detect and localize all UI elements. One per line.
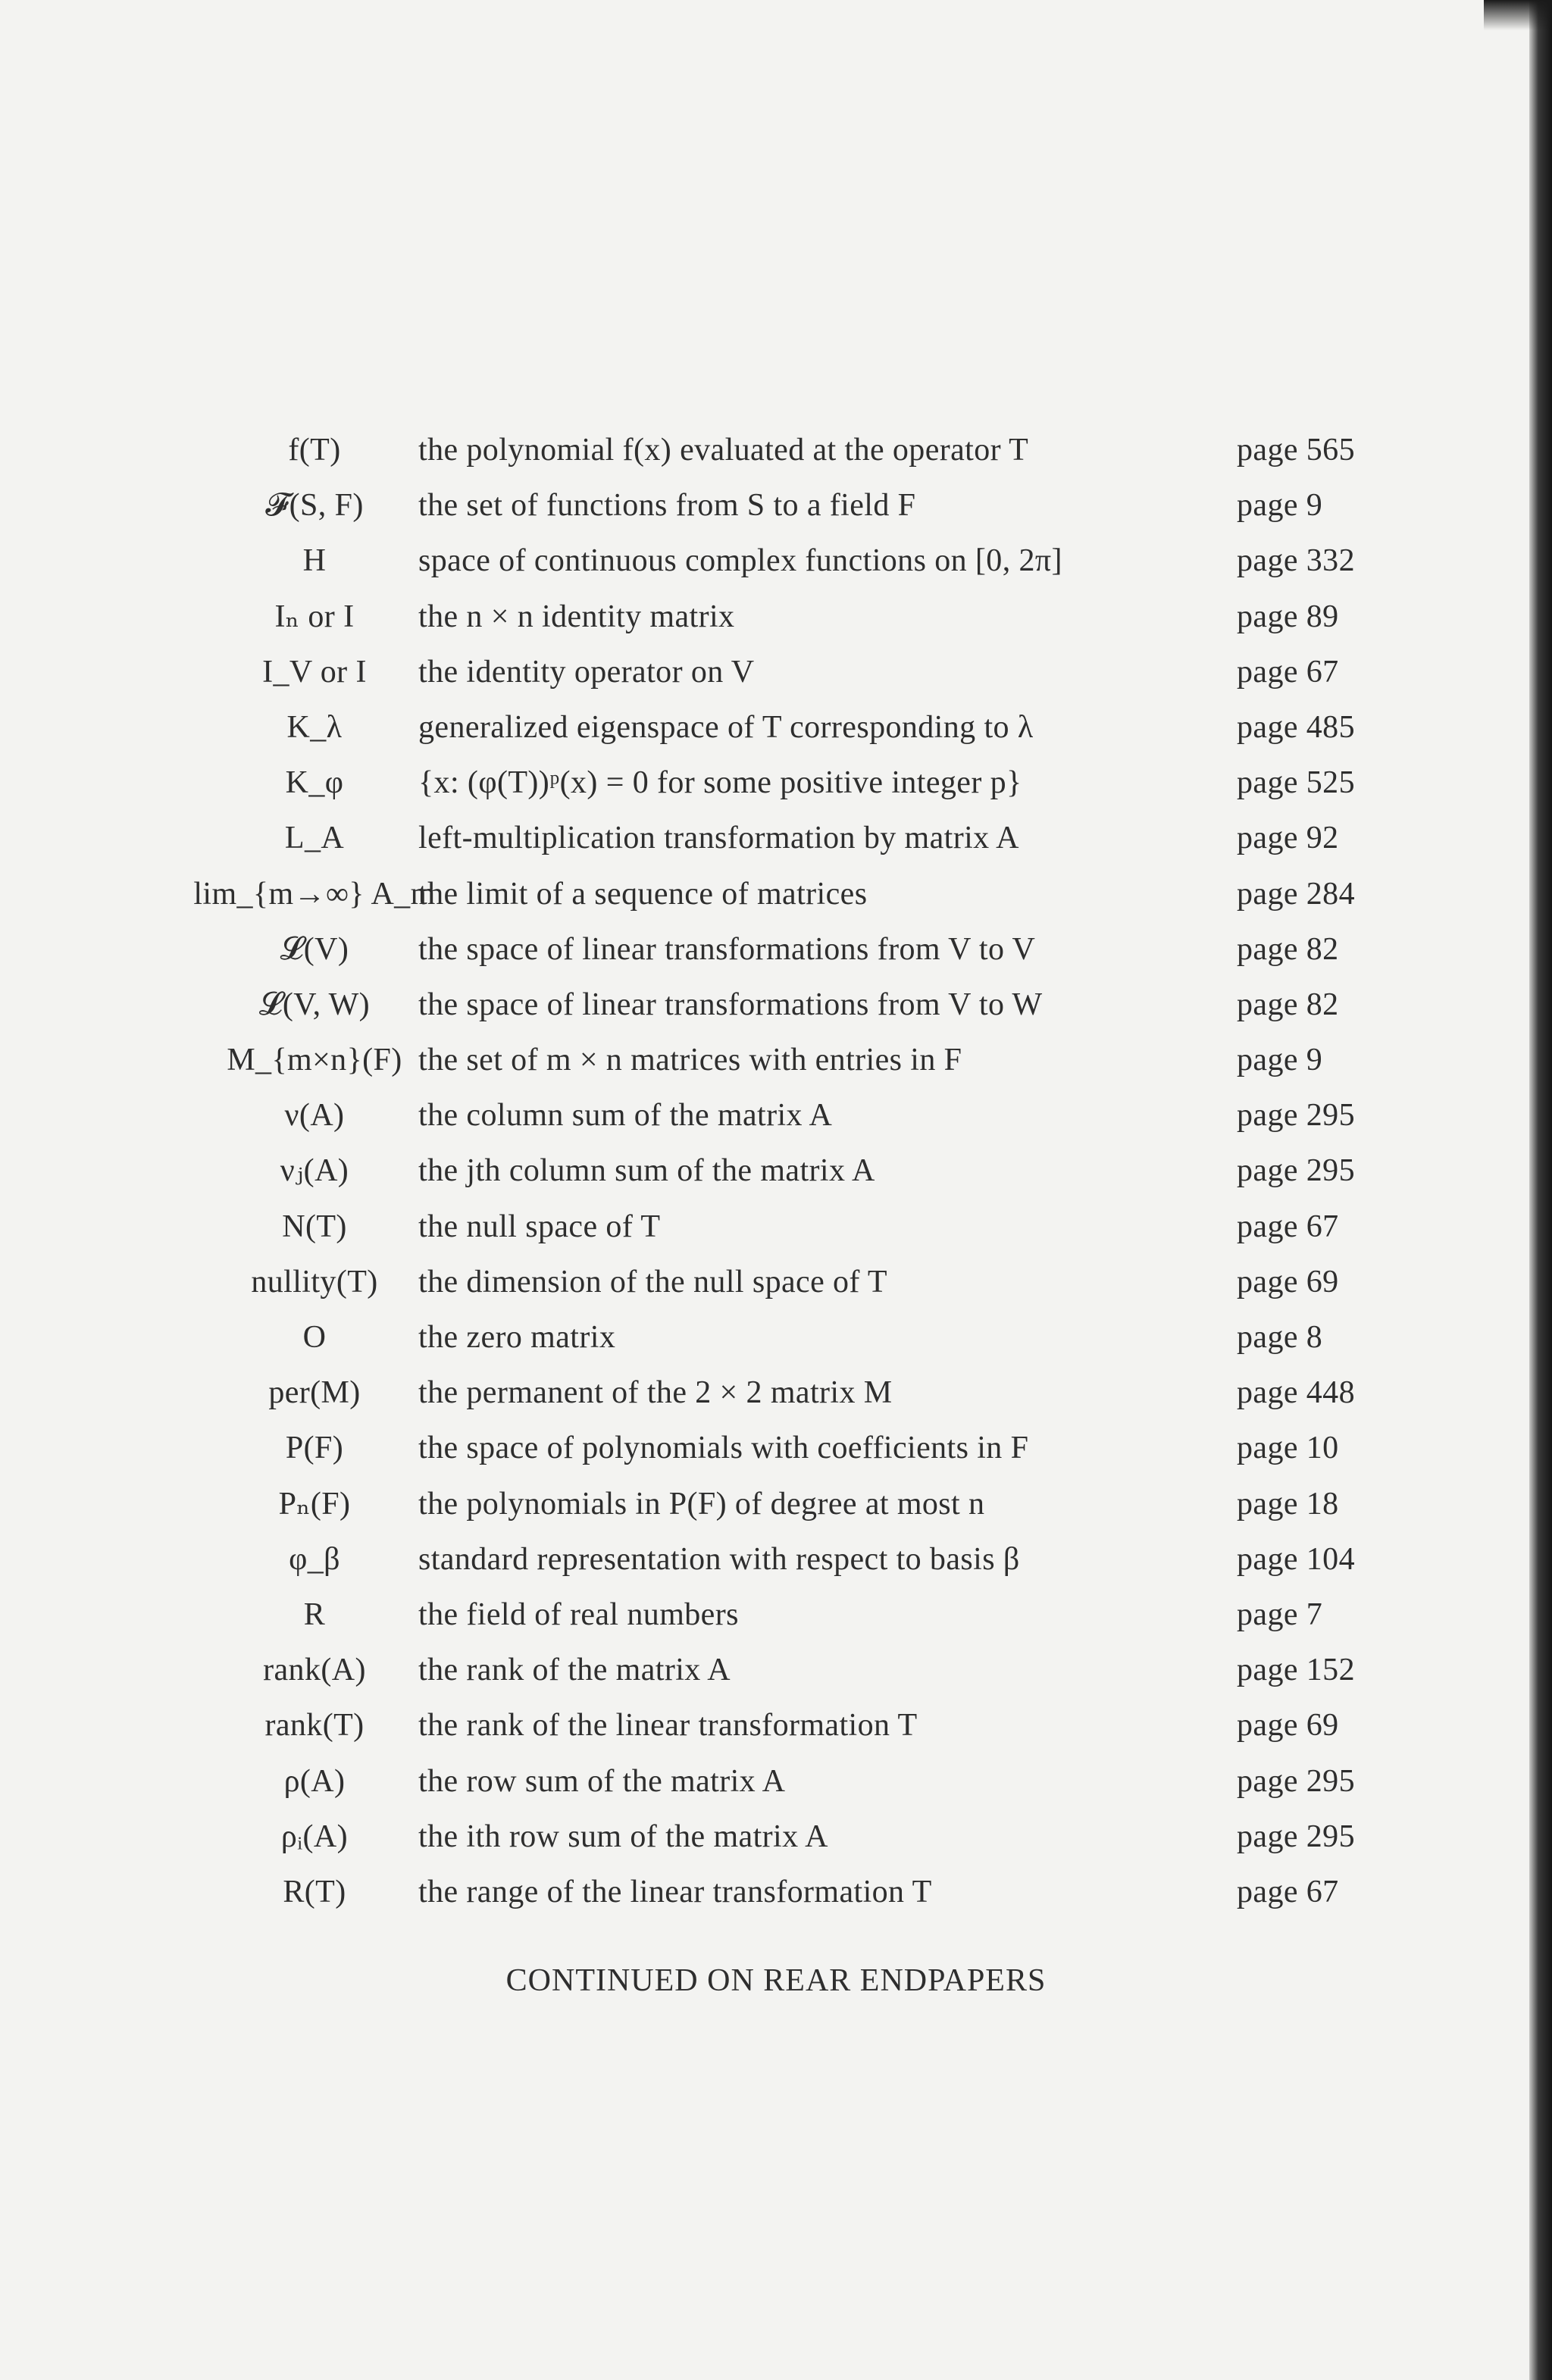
notation-page-reference: page 295 xyxy=(1237,1153,1355,1189)
notation-row xyxy=(0,1865,1552,1920)
notation-symbol: Pₙ(F) xyxy=(278,1486,351,1522)
notation-row xyxy=(0,977,1552,1033)
notation-description: the polynomial f(x) evaluated at the operator T xyxy=(418,433,1029,468)
notation-symbol: O xyxy=(302,1320,327,1355)
notation-page-reference: page 332 xyxy=(1237,543,1355,579)
notation-symbol: ν(A) xyxy=(284,1098,345,1134)
notation-list xyxy=(0,423,1552,1920)
notation-description: generalized eigenspace of T corresponding to λ xyxy=(418,709,1034,745)
notation-page-reference: page 295 xyxy=(1237,1819,1355,1854)
notation-description: the n × n identity matrix xyxy=(418,599,735,634)
notation-description: the null space of T xyxy=(418,1209,661,1244)
notation-description: the space of polynomials with coefficients in F xyxy=(418,1431,1029,1466)
notation-symbol: N(T) xyxy=(282,1209,347,1244)
notation-description: the rank of the linear transformation T xyxy=(418,1708,918,1744)
notation-row xyxy=(0,645,1552,700)
notation-symbol: 𝓛(V, W) xyxy=(258,987,371,1022)
notation-page-reference: page 92 xyxy=(1237,821,1339,856)
notation-description: the row sum of the matrix A xyxy=(418,1763,786,1799)
notation-page-reference: page 69 xyxy=(1237,1264,1339,1299)
notation-description: the limit of a sequence of matrices xyxy=(418,876,868,912)
notation-page-reference: page 89 xyxy=(1237,599,1339,634)
notation-description: space of continuous complex functions on [0, 2π] xyxy=(418,543,1062,579)
notation-row xyxy=(0,700,1552,755)
notation-page-reference: page 565 xyxy=(1237,433,1355,468)
notation-row xyxy=(0,423,1552,478)
notation-page-reference: page 8 xyxy=(1237,1320,1323,1355)
notation-symbol: per(M) xyxy=(268,1375,361,1411)
notation-description: the column sum of the matrix A xyxy=(418,1098,833,1134)
notation-symbol: ρᵢ(A) xyxy=(280,1819,349,1854)
notation-page-reference: page 10 xyxy=(1237,1431,1339,1466)
notation-page-reference: page 485 xyxy=(1237,709,1355,745)
notation-symbol: f(T) xyxy=(288,433,341,468)
book-binding-edge xyxy=(1529,0,1552,2380)
notation-page-reference: page 18 xyxy=(1237,1486,1339,1522)
notation-symbol: L_A xyxy=(284,821,345,856)
notation-page-reference: page 82 xyxy=(1237,987,1339,1022)
notation-page-reference: page 284 xyxy=(1237,876,1355,912)
notation-row xyxy=(0,1754,1552,1809)
notation-row xyxy=(0,1143,1552,1199)
notation-page-reference: page 67 xyxy=(1237,654,1339,690)
notation-symbol: 𝓛(V) xyxy=(280,931,349,967)
notation-row xyxy=(0,1587,1552,1643)
notation-description: the zero matrix xyxy=(418,1320,616,1355)
notation-page-reference: page 525 xyxy=(1237,765,1355,801)
notation-row xyxy=(0,1421,1552,1476)
notation-row xyxy=(0,755,1552,811)
notation-symbol: 𝓕(S, F) xyxy=(265,488,364,524)
notation-description: left-multiplication transformation by matrix A xyxy=(418,821,1019,856)
notation-description: the jth column sum of the matrix A xyxy=(418,1153,875,1189)
notation-row xyxy=(0,1643,1552,1698)
notation-page-reference: page 9 xyxy=(1237,488,1323,524)
continued-note: CONTINUED ON REAR ENDPAPERS xyxy=(505,1963,1047,1998)
notation-symbol: K_φ xyxy=(285,765,344,801)
notation-row xyxy=(0,478,1552,533)
notation-description: {x: (φ(T))ᵖ(x) = 0 for some positive integer p} xyxy=(418,765,1022,801)
notation-symbol: R xyxy=(303,1597,326,1632)
notation-description: the space of linear transformations from V to V xyxy=(418,931,1036,967)
notation-symbol: nullity(T) xyxy=(251,1264,378,1299)
notation-page-reference: page 9 xyxy=(1237,1043,1323,1078)
notation-row xyxy=(0,1532,1552,1587)
notation-symbol: rank(A) xyxy=(263,1653,366,1688)
notation-description: the identity operator on V xyxy=(418,654,755,690)
notation-row xyxy=(0,1477,1552,1532)
notation-symbol: I_V or I xyxy=(262,654,367,690)
notation-page-reference: page 7 xyxy=(1237,1597,1323,1632)
notation-description: the range of the linear transformation T xyxy=(418,1874,932,1909)
notation-row xyxy=(0,1310,1552,1365)
notation-row xyxy=(0,922,1552,977)
notation-description: standard representation with respect to basis β xyxy=(418,1541,1020,1577)
notation-description: the space of linear transformations from V to W xyxy=(418,987,1043,1022)
notation-page-reference: page 104 xyxy=(1237,1541,1355,1577)
notation-page-reference: page 67 xyxy=(1237,1209,1339,1244)
notation-symbol: νⱼ(A) xyxy=(280,1153,349,1189)
notation-row xyxy=(0,1088,1552,1143)
notation-symbol: M_{m×n}(F) xyxy=(227,1043,402,1078)
notation-page-reference: page 82 xyxy=(1237,931,1339,967)
notation-symbol: Iₙ or I xyxy=(274,599,355,634)
notation-row xyxy=(0,590,1552,645)
notation-row xyxy=(0,1809,1552,1865)
notation-description: the permanent of the 2 × 2 matrix M xyxy=(418,1375,893,1411)
notation-description: the dimension of the null space of T xyxy=(418,1264,887,1299)
notation-description: the set of functions from S to a field F xyxy=(418,488,916,524)
notation-symbol: R(T) xyxy=(283,1874,346,1909)
notation-description: the set of m × n matrices with entries in F xyxy=(418,1043,962,1078)
notation-row xyxy=(0,811,1552,866)
notation-row xyxy=(0,1033,1552,1088)
notation-symbol: H xyxy=(302,543,327,579)
notation-description: the rank of the matrix A xyxy=(418,1653,731,1688)
notation-row xyxy=(0,533,1552,589)
book-binding-shadow xyxy=(1484,0,1552,30)
notation-description: the field of real numbers xyxy=(418,1597,739,1632)
notation-row xyxy=(0,1255,1552,1310)
notation-page-reference: page 69 xyxy=(1237,1708,1339,1744)
notation-page-reference: page 67 xyxy=(1237,1874,1339,1909)
notation-symbol: P(F) xyxy=(285,1431,344,1466)
notation-page-reference: page 295 xyxy=(1237,1763,1355,1799)
notation-description: the polynomials in P(F) of degree at most n xyxy=(418,1486,985,1522)
notation-symbol: ρ(A) xyxy=(283,1763,346,1799)
notation-row xyxy=(0,867,1552,922)
notation-page-reference: page 448 xyxy=(1237,1375,1355,1411)
notation-row xyxy=(0,1199,1552,1255)
notation-row xyxy=(0,1698,1552,1753)
notation-symbol: φ_β xyxy=(289,1541,340,1577)
notation-description: the ith row sum of the matrix A xyxy=(418,1819,828,1854)
notation-symbol: lim_{m→∞} A_m xyxy=(193,876,436,912)
notation-symbol: K_λ xyxy=(286,709,343,745)
notation-page-reference: page 152 xyxy=(1237,1653,1355,1688)
notation-page-reference: page 295 xyxy=(1237,1098,1355,1134)
notation-row xyxy=(0,1365,1552,1421)
notation-symbol: rank(T) xyxy=(264,1708,365,1744)
